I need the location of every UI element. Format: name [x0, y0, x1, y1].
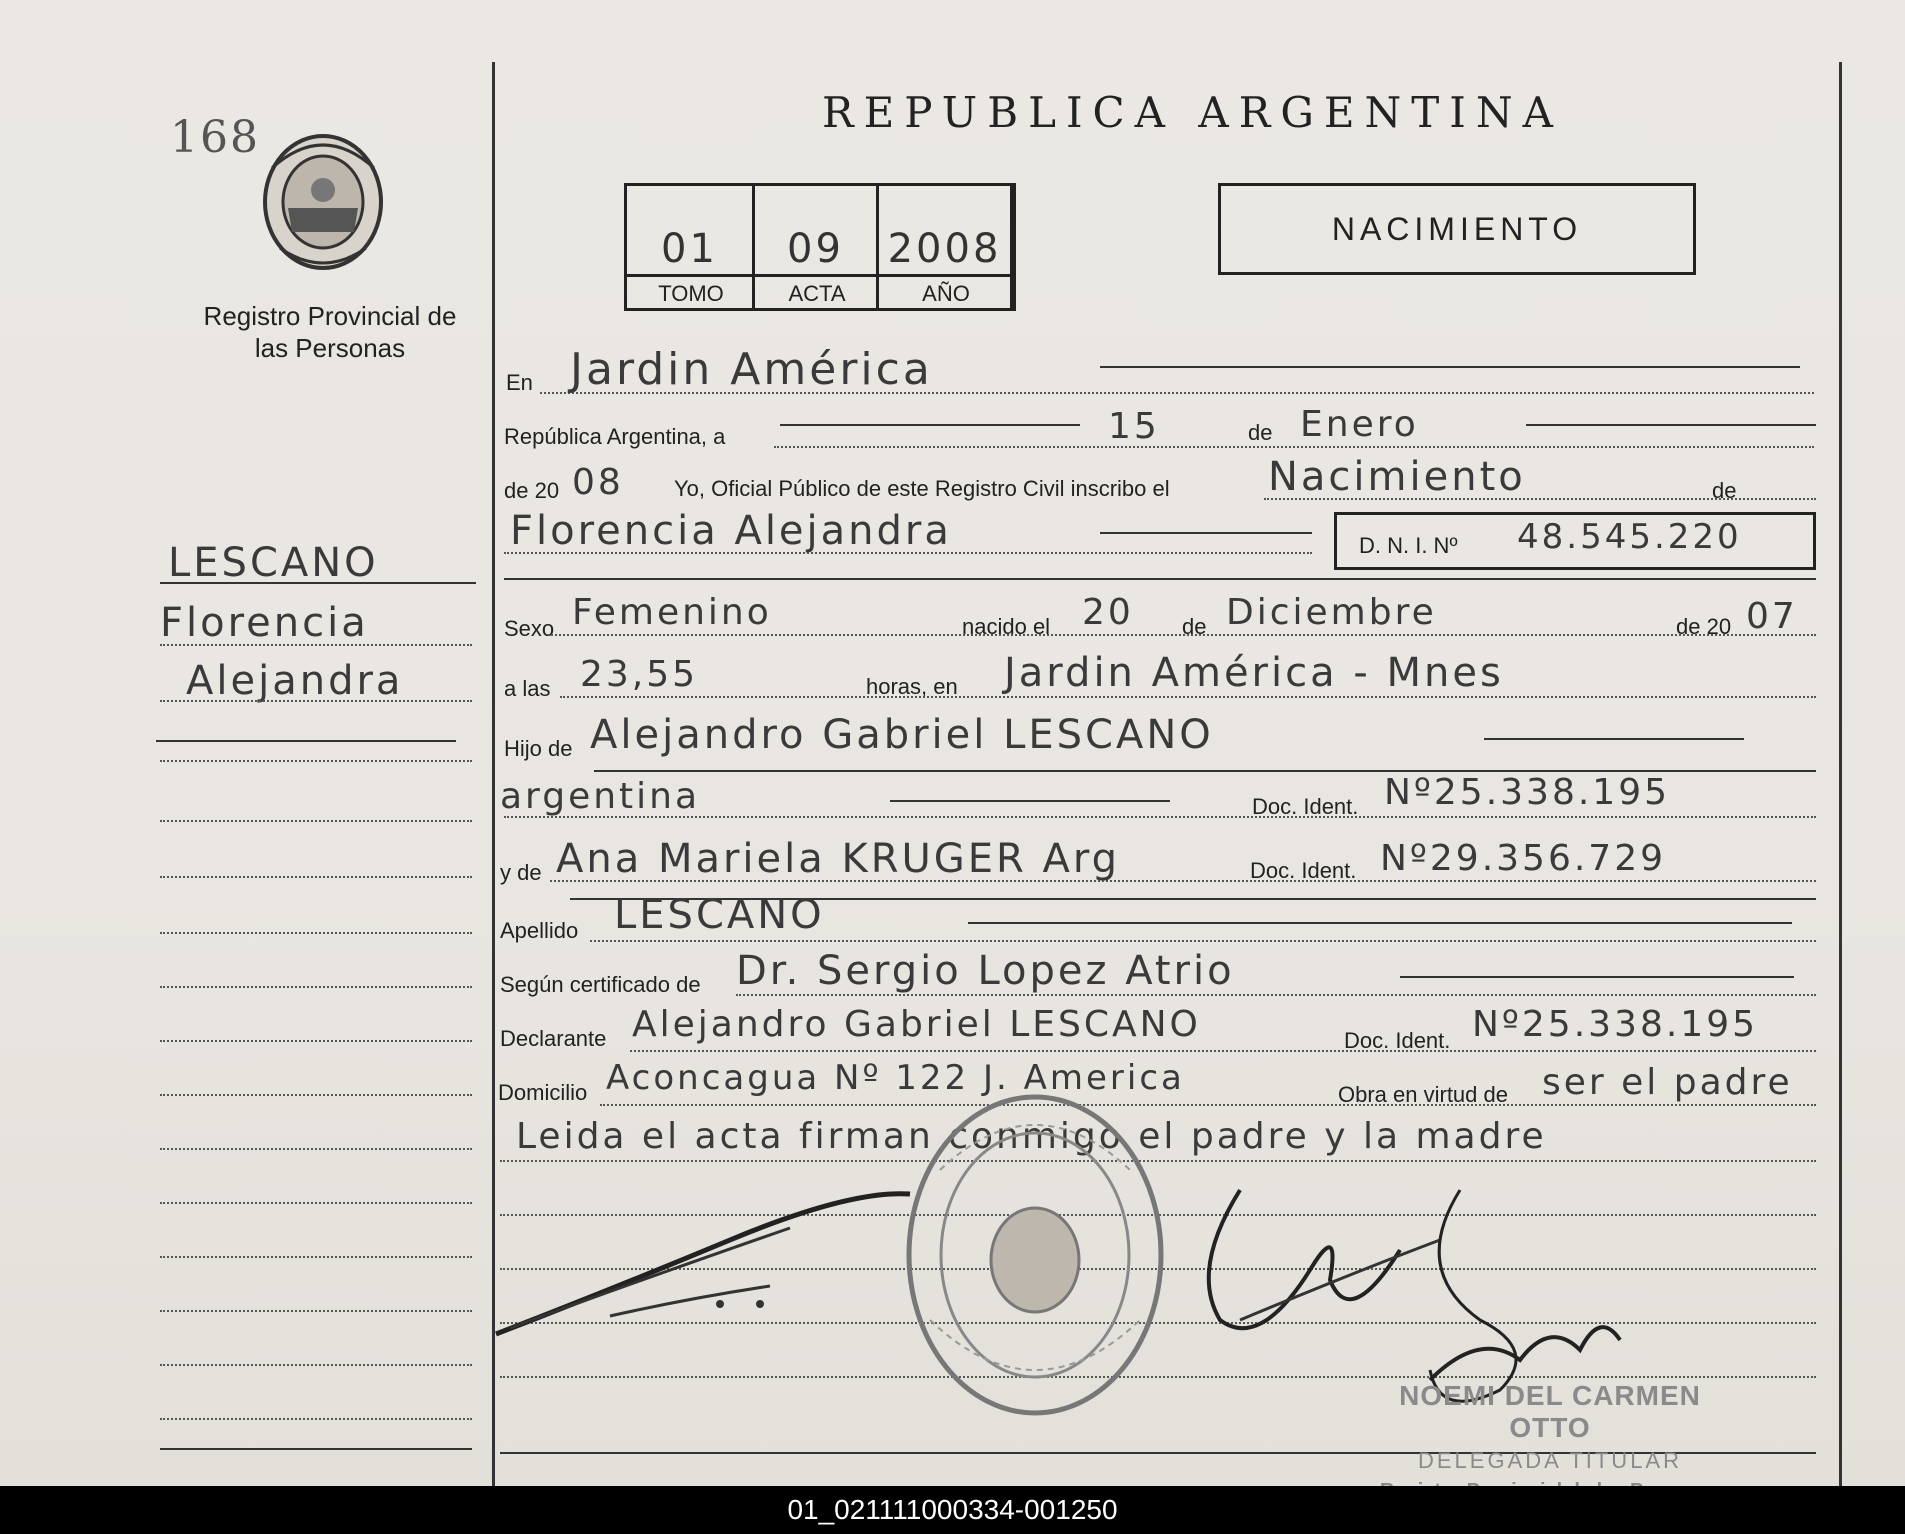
birth-year-suffix-value: 07 — [1746, 596, 1798, 637]
dotted-line — [630, 1050, 1816, 1052]
dotted-line — [504, 552, 1312, 554]
dotted-line — [600, 1104, 1816, 1106]
anio-label: AÑO — [922, 281, 970, 306]
margin-line — [160, 1418, 472, 1420]
fill-line — [780, 424, 1080, 426]
surname-value: LESCANO — [614, 892, 825, 938]
child-names-value: Florencia Alejandra — [510, 508, 952, 554]
document-title: REPUBLICA ARGENTINA — [822, 88, 1563, 137]
label-de20: de 20 — [504, 478, 560, 503]
margin-line — [160, 1310, 472, 1312]
label-sexo: Sexo — [504, 616, 555, 641]
margin-line — [160, 644, 472, 646]
dotted-line — [548, 634, 1816, 636]
dotted-line — [774, 446, 1814, 448]
margin-second-name: Alejandra — [186, 658, 404, 704]
birth-place-value: Jardin América - Mnes — [1004, 650, 1504, 696]
margin-line — [160, 1040, 472, 1042]
declarant-doc-value: Nº25.338.195 — [1472, 1004, 1759, 1045]
father-doc-value: Nº25.338.195 — [1384, 772, 1671, 813]
label-declarante: Declarante — [500, 1026, 607, 1051]
fill-line — [890, 800, 1170, 802]
label-republica: República Argentina, a — [504, 424, 726, 449]
label-apellido: Apellido — [500, 918, 579, 943]
margin-surname: LESCANO — [168, 540, 379, 586]
mother-value: Ana Mariela KRUGER Arg — [556, 836, 1121, 882]
page-number: 168 — [170, 112, 260, 163]
registry-name: Registro Provincial de las Personas — [203, 301, 457, 363]
fill-line — [1526, 424, 1816, 426]
tomo-value: 01 — [661, 226, 718, 272]
margin-line — [160, 1364, 472, 1366]
margin-line — [160, 1202, 472, 1204]
margin-line — [160, 760, 472, 762]
delegate-name: NOEMI DEL CARMEN OTTO — [1399, 1380, 1701, 1443]
label-de: de — [1248, 420, 1273, 445]
margin-line — [160, 932, 472, 934]
declarant-value: Alejandro Gabriel LESCANO — [632, 1004, 1201, 1045]
fill-line — [1484, 738, 1744, 740]
father-nationality-value: argentina — [500, 776, 701, 817]
tomo-label: TOMO — [658, 281, 724, 306]
anio-value: 2008 — [887, 226, 1002, 272]
label-doc1: Doc. Ident. — [1252, 794, 1359, 819]
section-rule — [504, 578, 1816, 580]
margin-line — [160, 1094, 472, 1096]
birth-day-value: 20 — [1082, 592, 1134, 633]
time-value: 23,55 — [580, 654, 699, 695]
acta-value: 09 — [787, 226, 844, 272]
month-value: Enero — [1300, 404, 1419, 445]
right-border-line — [1839, 62, 1842, 1486]
birth-month-value: Diciembre — [1226, 592, 1437, 633]
label-de20b: de 20 — [1676, 614, 1732, 639]
father-value: Alejandro Gabriel LESCANO — [590, 712, 1214, 758]
mother-doc-value: Nº29.356.729 — [1380, 838, 1667, 879]
margin-rule — [156, 740, 456, 742]
dotted-line — [504, 816, 1816, 818]
margin-line — [160, 1256, 472, 1258]
label-dni: D. N. I. Nº — [1359, 533, 1458, 558]
official-stamp-icon — [900, 1090, 1170, 1420]
place-value: Jardin América — [570, 344, 933, 395]
label-en: En — [506, 370, 533, 395]
label-de-end: de — [1712, 478, 1737, 503]
fill-line — [1400, 976, 1794, 978]
fill-line — [968, 922, 1792, 924]
label-segun: Según certificado de — [500, 972, 701, 997]
dotted-line — [736, 994, 1816, 996]
label-a-las: a las — [504, 676, 551, 701]
fill-line — [1100, 532, 1312, 534]
address-value: Aconcagua Nº 122 J. America — [606, 1058, 1185, 1098]
fill-line — [1100, 366, 1800, 368]
dni-box — [1334, 512, 1816, 570]
margin-line — [160, 1148, 472, 1150]
label-hijo: Hijo de — [504, 736, 573, 761]
margin-line — [160, 700, 472, 702]
label-domicilio: Domicilio — [498, 1080, 588, 1105]
image-code-footer: 01_021111000334-001250 — [0, 1486, 1905, 1534]
margin-line — [160, 876, 472, 878]
certificate-by-value: Dr. Sergio Lopez Atrio — [736, 948, 1235, 994]
dni-value: 48.545.220 — [1517, 517, 1742, 557]
dotted-line — [560, 696, 1816, 698]
day-value: 15 — [1108, 406, 1160, 447]
dotted-line — [1264, 498, 1816, 500]
margin-line — [160, 986, 472, 988]
act-kind-value: Nacimiento — [1268, 454, 1526, 500]
registration-label-row — [627, 274, 1013, 311]
provincial-crest-icon — [258, 128, 388, 276]
delegate-stamp — [1360, 1380, 1740, 1503]
signature-left-icon — [490, 1180, 930, 1340]
label-doc3: Doc. Ident. — [1344, 1028, 1451, 1053]
delegate-role: DELEGADA TITULAR — [1418, 1448, 1682, 1473]
closing-value: Leida el acta firman conmigo el padre y la madre — [516, 1116, 1547, 1157]
record-type-box: NACIMIENTO — [1218, 183, 1696, 275]
label-doc2: Doc. Ident. — [1250, 858, 1357, 883]
dotted-line — [550, 880, 1816, 882]
margin-bottom-rule — [160, 1448, 472, 1450]
label-oficial: Yo, Oficial Público de este Registro Civil inscribo el — [674, 476, 1170, 501]
label-de-month: de — [1182, 614, 1207, 639]
reason-value: ser el padre — [1542, 1062, 1793, 1103]
dotted-line — [590, 940, 1816, 942]
label-yde: y de — [500, 860, 542, 885]
label-obra: Obra en virtud de — [1338, 1082, 1508, 1107]
sex-value: Femenino — [572, 592, 772, 633]
margin-first-name: Florencia — [160, 600, 369, 646]
label-horas: horas, en — [866, 674, 958, 699]
acta-label: ACTA — [788, 281, 846, 306]
margin-line — [160, 820, 472, 822]
year-suffix-value: 08 — [572, 462, 624, 503]
label-nacido: nacido el — [962, 614, 1051, 639]
registration-table — [624, 183, 1016, 311]
margin-rule — [160, 582, 476, 584]
